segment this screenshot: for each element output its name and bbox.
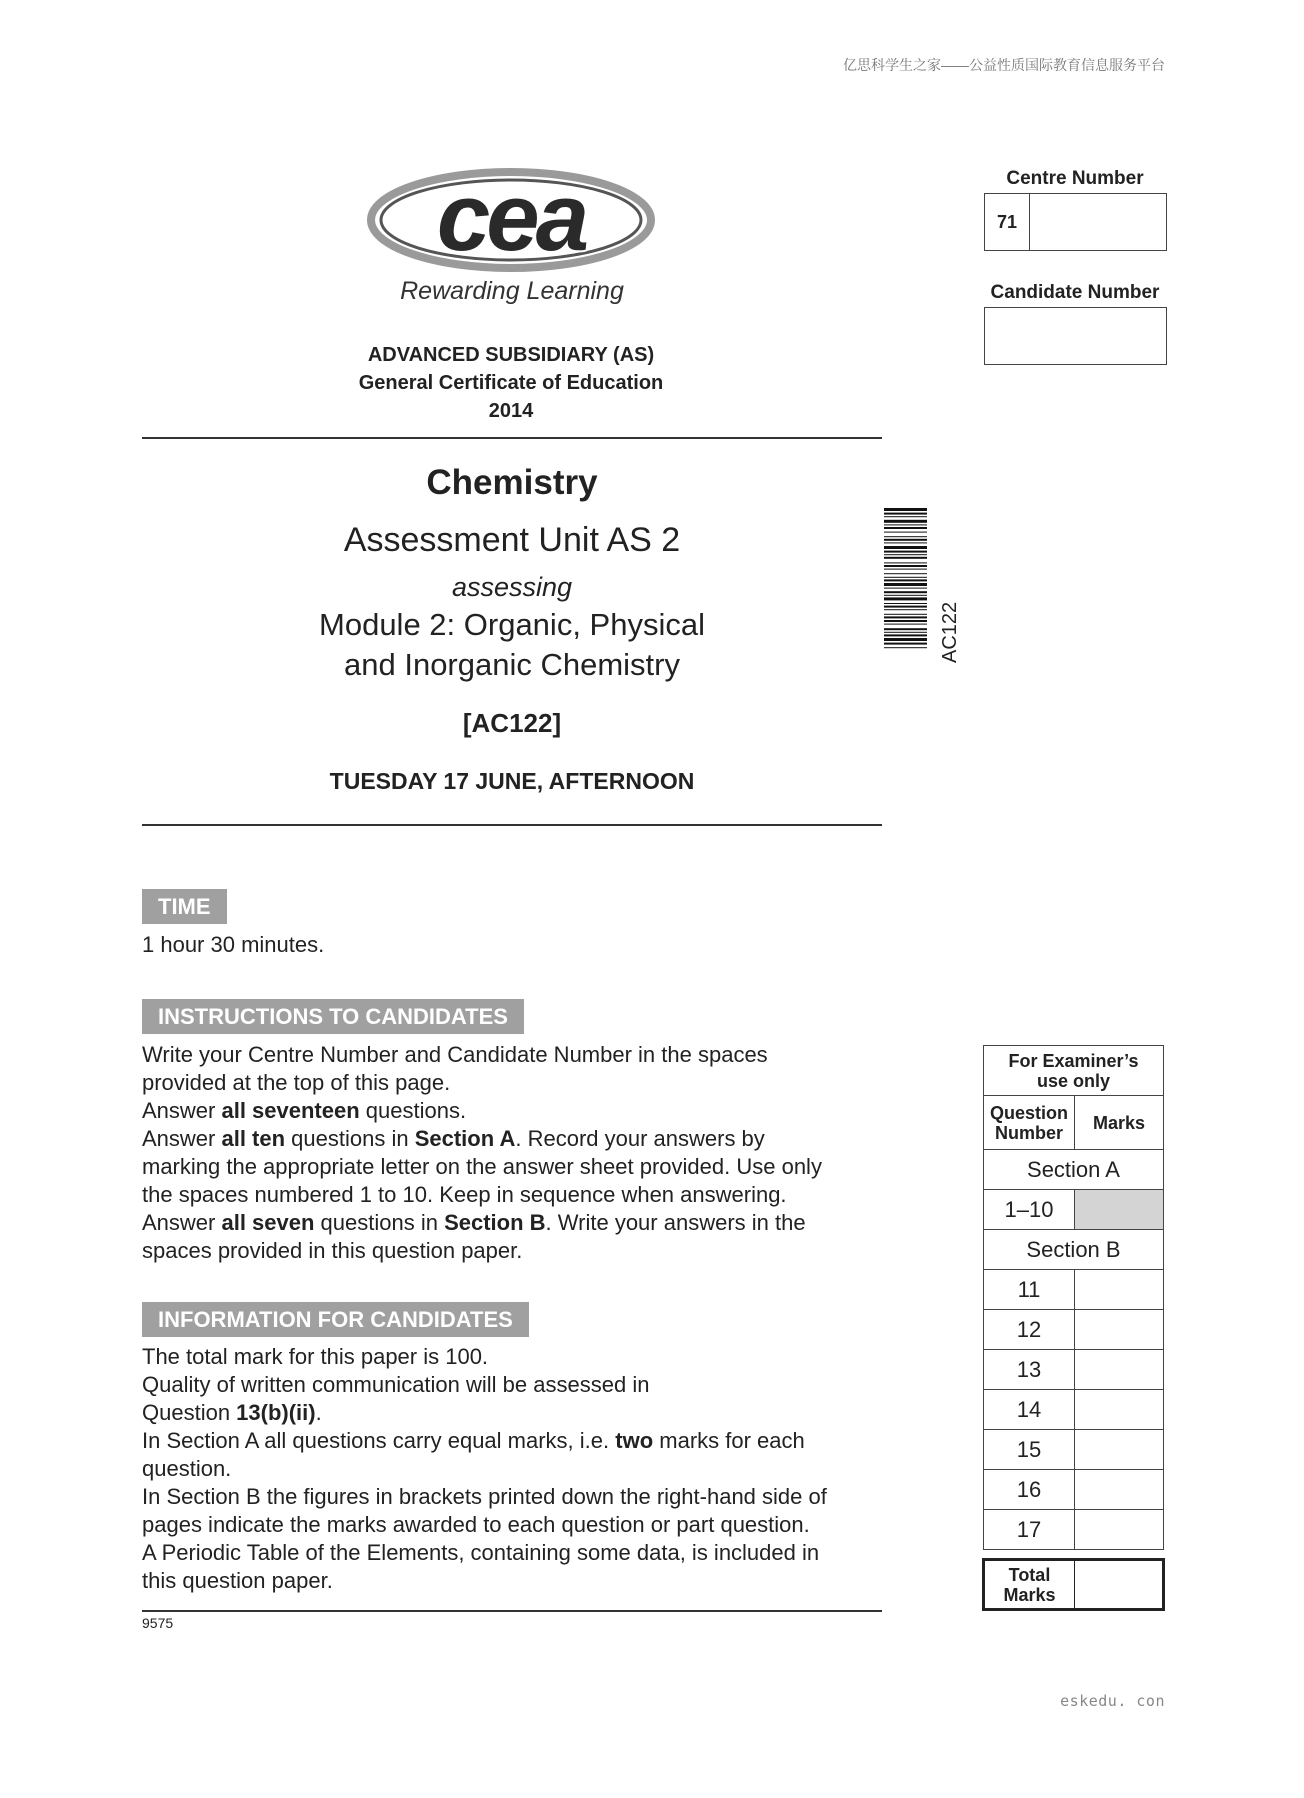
barcode-bar [884, 614, 927, 615]
barcode-label: AC122 [939, 601, 961, 663]
time-text: 1 hour 30 minutes. [142, 932, 325, 957]
paper-date: TUESDAY 17 JUNE, AFTERNOON [329, 768, 695, 794]
candidate-number-box[interactable] [984, 307, 1167, 365]
barcode-bar [884, 606, 927, 608]
information-line: this question paper. [142, 1568, 333, 1593]
barcode-bar [884, 516, 927, 517]
information-line: pages indicate the marks awarded to each question or part question. [142, 1512, 810, 1537]
marks-cell[interactable] [1075, 1510, 1164, 1550]
paper-subject: Chemistry [426, 463, 598, 502]
instructions-line: Answer all ten questions in Section A. Record your answers by [142, 1126, 765, 1151]
marks-cell[interactable] [1075, 1470, 1164, 1510]
top-divider [142, 437, 882, 439]
barcode-bar [884, 591, 927, 593]
barcode-bar [884, 579, 927, 581]
centre-number-label: Centre Number [1006, 168, 1144, 189]
paper-module-line1: Module 2: Organic, Physical [319, 607, 705, 642]
information-body [142, 1343, 827, 1595]
barcode-bar [884, 609, 927, 610]
total-marks-label: Total Marks [984, 1560, 1075, 1610]
question-number-cell: 17 [984, 1510, 1075, 1550]
barcode-bar [884, 562, 927, 563]
barcode-bar [884, 603, 927, 604]
marks-cell[interactable] [1075, 1270, 1164, 1310]
question-number-cell: 11 [984, 1270, 1075, 1310]
instructions-body [142, 1041, 822, 1265]
logo-tagline: Rewarding Learning [400, 277, 624, 305]
marks-cell[interactable] [1075, 1430, 1164, 1470]
barcode-bar [884, 597, 927, 600]
qualification-year: 2014 [488, 400, 534, 422]
paper-assessing: assessing [451, 572, 573, 602]
section-b-row: Section B [984, 1230, 1164, 1270]
barcode-bar [884, 527, 927, 529]
information-line: In Section B the figures in brackets printed down the right-hand side of [142, 1484, 827, 1509]
marks-cell[interactable] [1075, 1390, 1164, 1430]
barcode-bar [884, 634, 927, 636]
marks-cell[interactable] [1075, 1310, 1164, 1350]
information-line: A Periodic Table of the Elements, containing some data, is included in [142, 1540, 820, 1565]
cea-logo [366, 168, 656, 276]
examiner-table [982, 1045, 1165, 1611]
barcode-bar [884, 588, 927, 589]
barcode-bar [884, 628, 927, 630]
information-line: Quality of written communication will be assessed in [142, 1372, 650, 1397]
examiner-table-title: For Examiner’s use only [984, 1046, 1164, 1096]
watermark-top: 亿思科学生之家——公益性质国际教育信息服务平台 [843, 57, 1165, 73]
barcode-bar [884, 595, 927, 596]
barcode-bar [884, 573, 927, 574]
question-number-cell: 16 [984, 1470, 1075, 1510]
qualification-level: ADVANCED SUBSIDIARY (AS) [367, 344, 655, 366]
footer-code: 9575 [142, 1615, 174, 1631]
barcode-bar [884, 508, 927, 511]
centre-number-box[interactable] [984, 193, 1167, 251]
question-number-cell: 15 [984, 1430, 1075, 1470]
barcode-bar [884, 554, 927, 555]
instructions-line: spaces provided in this question paper. [142, 1238, 523, 1263]
barcode-bar [884, 532, 927, 533]
barcode-bar [884, 542, 927, 543]
instructions-line: Answer all seventeen questions. [142, 1098, 467, 1123]
information-heading: INFORMATION FOR CANDIDATES [142, 1302, 529, 1337]
bottom-divider [142, 824, 882, 826]
marks-cell[interactable] [1075, 1350, 1164, 1390]
instructions-line: marking the appropriate letter on the answer sheet provided. Use only [142, 1154, 822, 1179]
instructions-line: Write your Centre Number and Candidate Number in the spaces [142, 1042, 768, 1067]
paper-unit: Assessment Unit AS 2 [343, 521, 681, 559]
question-number-cell: 12 [984, 1310, 1075, 1350]
barcode-bar [884, 643, 927, 645]
information-line: The total mark for this paper is 100. [142, 1344, 489, 1369]
barcode-bar [884, 638, 927, 641]
barcode-bar [884, 524, 927, 525]
instructions-heading: INSTRUCTIONS TO CANDIDATES [142, 999, 524, 1034]
barcode-bar [884, 647, 927, 648]
barcode-bar [884, 624, 927, 625]
watermark-bottom: eskedu. con [1060, 1692, 1165, 1710]
barcode-bar [884, 569, 927, 570]
candidate-number-label: Candidate Number [990, 282, 1160, 303]
question-number-cell: 14 [984, 1390, 1075, 1430]
instructions-line: provided at the top of this page. [142, 1070, 451, 1095]
section-a-marks-cell [1075, 1190, 1164, 1230]
barcode-bar [884, 565, 927, 567]
information-line: Question 13(b)(ii). [142, 1400, 322, 1425]
paper-module-line2: and Inorganic Chemistry [344, 647, 680, 682]
barcode-bar [884, 583, 927, 586]
question-number-cell: 13 [984, 1350, 1075, 1390]
barcode-bar [884, 539, 927, 541]
barcode-bar [884, 520, 927, 523]
barcode-bar [884, 632, 927, 633]
time-heading: TIME [142, 889, 227, 924]
instructions-line: Answer all seven questions in Section B. Write your answers in the [142, 1210, 806, 1235]
information-line: question. [142, 1456, 232, 1481]
barcode-bar [884, 551, 927, 553]
total-marks-cell[interactable] [1075, 1560, 1164, 1610]
section-a-range: 1–10 [984, 1190, 1075, 1230]
paper-code: [AC122] [462, 708, 562, 738]
logo-text: cea [436, 168, 586, 271]
barcode-bar [884, 536, 927, 537]
barcode-bar [884, 546, 927, 549]
instructions-line: the spaces numbered 1 to 10. Keep in sequence when answering. [142, 1182, 787, 1207]
section-a-row: Section A [984, 1150, 1164, 1190]
information-line: In Section A all questions carry equal marks, i.e. two marks for each [142, 1428, 805, 1453]
footer-divider [142, 1610, 882, 1612]
barcode-bar [884, 557, 927, 559]
barcode [884, 508, 927, 753]
column-marks: Marks [1075, 1096, 1164, 1150]
barcode-bar [884, 513, 927, 515]
qualification-name: General Certificate of Education [358, 372, 664, 394]
barcode-bar [884, 577, 927, 578]
column-question-number: Question Number [984, 1096, 1075, 1150]
barcode-bar [884, 616, 927, 618]
centre-number-prefix: 71 [985, 194, 1030, 250]
barcode-bar [884, 620, 927, 622]
